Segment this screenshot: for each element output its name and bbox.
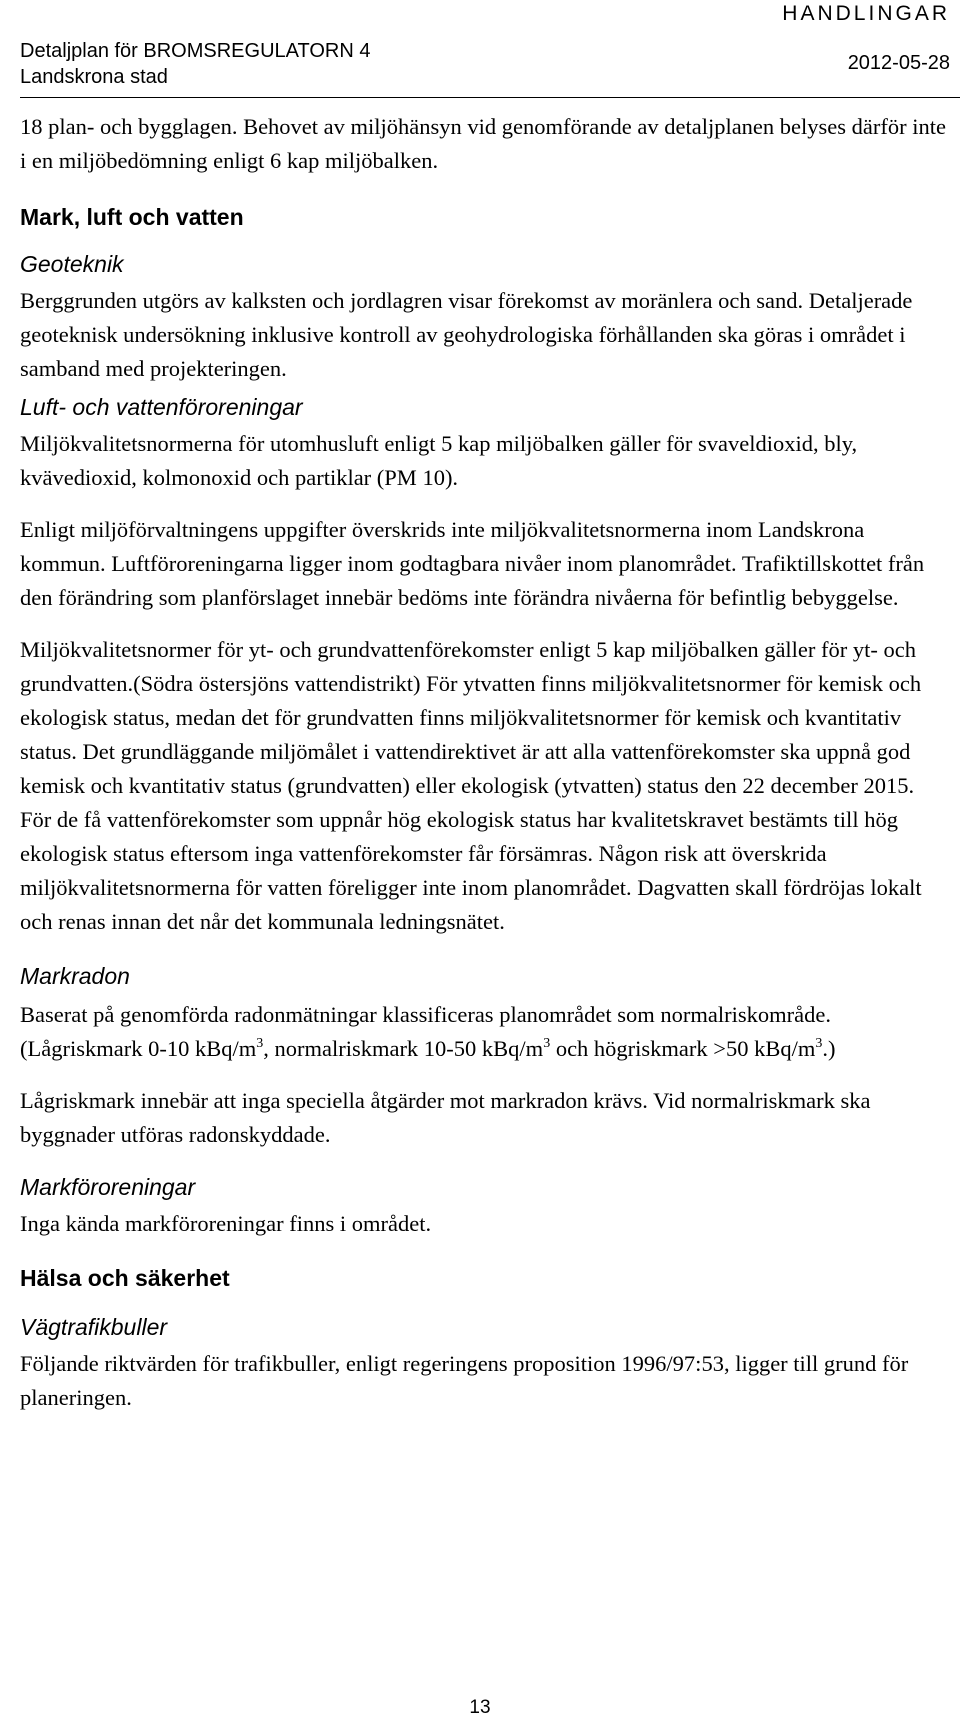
geoteknik-paragraph: Berggrunden utgörs av kalksten och jordlagren visar förekomst av moränlera och sand. Detaljerade geoteknisk undersökning inklusive kontroll av geohydrologiska förhållanden ska göras i området i samband med projekteringen. bbox=[20, 288, 913, 381]
page-body bbox=[20, 110, 950, 1415]
markradon-paragraph-2: Lågriskmark innebär att inga speciella åtgärder mot markradon krävs. Vid normalriskmark ska byggnader utföras radonskyddade. bbox=[20, 1088, 871, 1147]
heading-vagtrafikbuller: Vägtrafikbuller bbox=[20, 1314, 168, 1340]
page-number: 13 bbox=[469, 1697, 491, 1718]
heading-geoteknik: Geoteknik bbox=[20, 251, 124, 277]
header-divider bbox=[20, 97, 960, 98]
markradon-text-c: och högriskmark >50 kBq/m bbox=[550, 1036, 816, 1061]
markradon-text-d: .) bbox=[822, 1036, 836, 1061]
markradon-paragraph-1 bbox=[20, 998, 950, 1066]
heading-mark-luft-vatten: Mark, luft och vatten bbox=[20, 204, 244, 230]
heading-luft-vatten-fororeningar: Luft- och vattenföroreningar bbox=[20, 394, 303, 420]
heading-markfororeningar: Markföroreningar bbox=[20, 1174, 196, 1200]
document-header bbox=[20, 38, 370, 90]
vatten-paragraph: Miljökvalitetsnormer för yt- och grundvattenförekomster enligt 5 kap miljöbalken gäller för yt- och grundvatten.(Södra östersjöns vattendistrikt) För ytvatten finns miljökvalitetsnormer för kemisk och ekologisk status, medan det för grundvatten finns miljökvalitetsnormer för kemisk och kvantitativ status. Det grundläggande miljömålet i vattendirektivet är att alla vattenförekomster ska uppnå god kemisk och kvantitativ status (grundvatten) eller ekologisk (ytvatten) status den 22 december 2015. För de få vattenförekomster som uppnår hög ekologisk status har kvalitetskravet bestämts till hög ekologisk status eftersom inga vattenförekomster får försämras. Någon risk att överskrida miljökvalitetsnormerna för vatten föreligger inte inom planområdet. Dagvatten skall fördröjas lokalt och renas innan det når det kommunala ledningsnätet. bbox=[20, 637, 922, 934]
vagtrafikbuller-paragraph: Följande riktvärden för trafikbuller, enligt regeringens proposition 1996/97:53, ligger till grund för planeringen. bbox=[20, 1351, 909, 1410]
document-date: 2012-05-28 bbox=[847, 52, 950, 74]
markradon-text-a: Baserat på genomförda radonmätningar klassificeras planområdet som normalriskområde. (Lågriskmark 0-10 kBq/m bbox=[20, 1002, 831, 1061]
superscript-3: 3 bbox=[543, 1036, 551, 1051]
luft-paragraph-1: Miljökvalitetsnormerna för utomhusluft enligt 5 kap miljöbalken gäller för svaveldioxid, bly, kvävedioxid, kolmonoxid och partiklar (PM 10). bbox=[20, 431, 858, 490]
luft-paragraph-2: Enligt miljöförvaltningens uppgifter överskrids inte miljökvalitetsnormerna inom Landskrona kommun. Luftföroreningarna ligger inom godtagbara nivåer inom planområdet. Trafiktillskottet från den förändring som planförslaget innebär bedöms inte förändra nivåerna för befintlig bebyggelse. bbox=[20, 517, 925, 610]
markradon-text-b: , normalriskmark 10-50 kBq/m bbox=[263, 1036, 544, 1061]
header-section-label: HANDLINGAR bbox=[782, 2, 950, 25]
superscript-3: 3 bbox=[256, 1036, 264, 1051]
superscript-3: 3 bbox=[815, 1036, 823, 1051]
heading-halsa-sakerhet: Hälsa och säkerhet bbox=[20, 1265, 230, 1291]
markfororeningar-paragraph: Inga kända markföroreningar finns i området. bbox=[20, 1211, 432, 1236]
municipality-name: Landskrona stad bbox=[20, 66, 168, 88]
intro-paragraph: 18 plan- och bygglagen. Behovet av miljöhänsyn vid genomförande av detaljplanen belyses därför inte i en miljöbedömning enligt 6 kap miljöbalken. bbox=[20, 114, 946, 173]
heading-markradon: Markradon bbox=[20, 963, 130, 989]
document-title: Detaljplan för BROMSREGULATORN 4 bbox=[20, 40, 371, 62]
